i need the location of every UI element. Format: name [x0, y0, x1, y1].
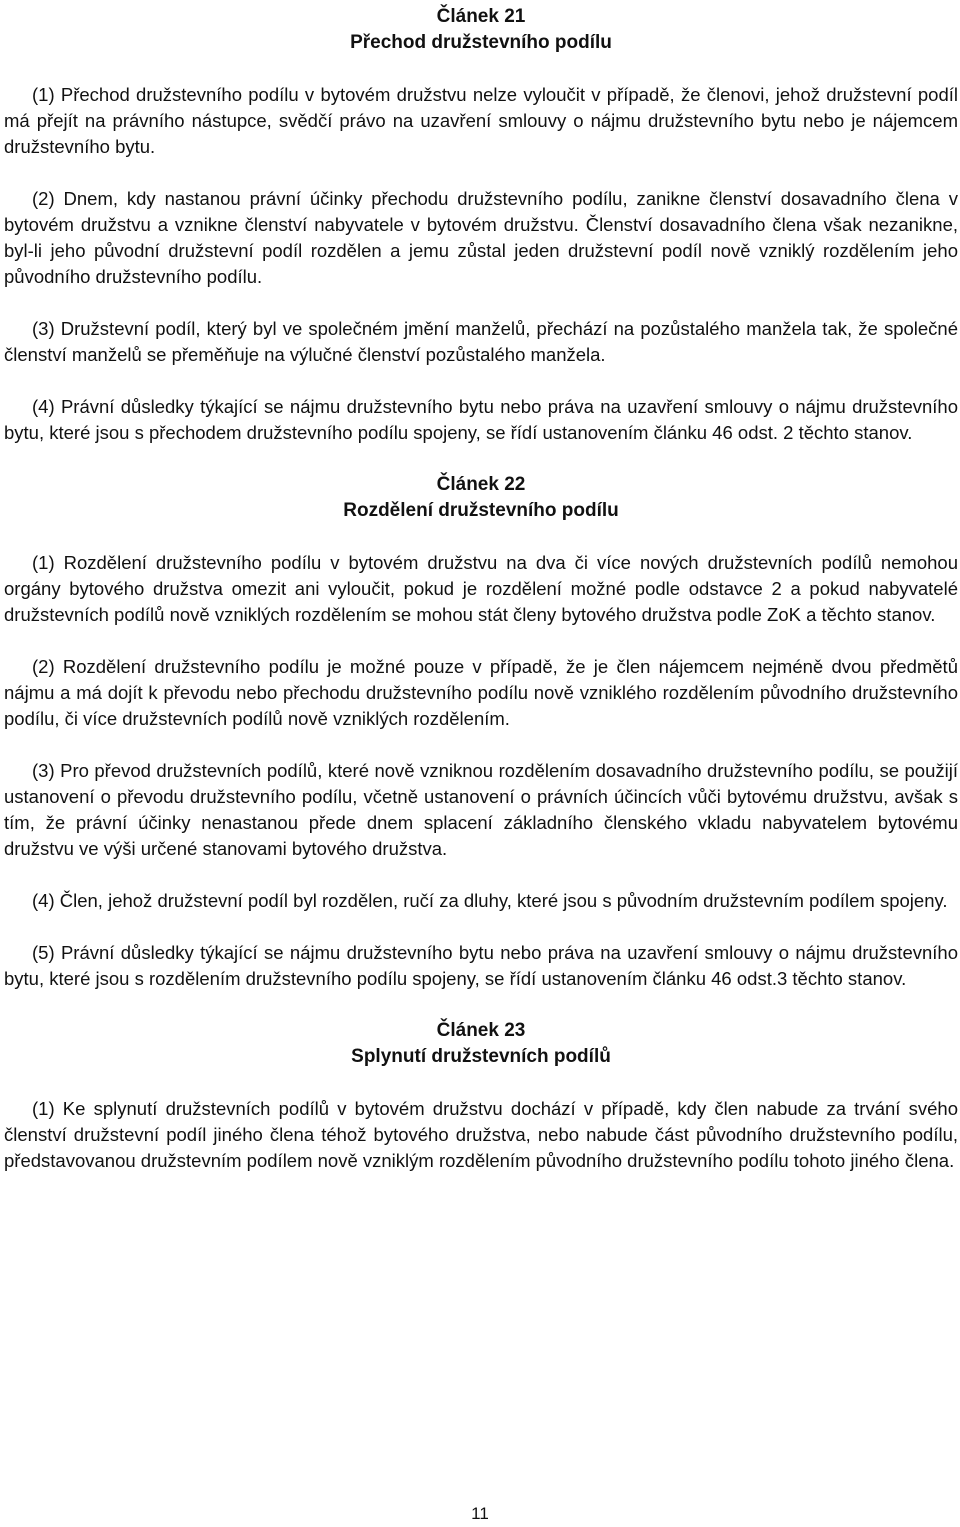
article-title: Přechod družstevního podílu [350, 32, 612, 53]
article-paragraph: (2) Dnem, kdy nastanou právní účinky přechodu družstevního podílu, zanikne členství dosavadního člena v bytovém družstvu a vznikne členství nabyvatele v bytovém družstvu. Členství dosavadního člena však nezanikne, byl-li jeho původní družstevní podíl rozdělen a jemu zůstal jeden družstevní podíl nově vzniklý rozdělením jeho původního družstevního podílu. [4, 188, 958, 287]
article-22 [4, 472, 958, 992]
article-title: Rozdělení družstevního podílu [343, 500, 619, 521]
article-title: Splynutí družstevních podílů [351, 1046, 611, 1067]
article-paragraph: (2) Rozdělení družstevního podílu je možné pouze v případě, že je člen nájemcem nejméně dvou předmětů nájmu a má dojít k převodu nebo přechodu družstevního podílu nově vzniklého rozdělením původního družstevního podílu, či více družstevních podílů nově vzniklých rozdělením. [4, 656, 958, 729]
article-paragraph: (3) Družstevní podíl, který byl ve společném jmění manželů, přechází na pozůstalého manžela tak, že společné členství manželů se přeměňuje na výlučné členství pozůstalého manžela. [4, 318, 958, 365]
article-23 [4, 1018, 958, 1174]
article-number: Článek 22 [436, 474, 526, 495]
article-paragraph: (4) Člen, jehož družstevní podíl byl rozdělen, ručí za dluhy, které jsou s původním družstevním podílem spojeny. [32, 890, 948, 911]
article-number: Článek 21 [436, 6, 526, 27]
article-paragraph: (1) Přechod družstevního podílu v bytovém družstvu nelze vyloučit v případě, že členovi, jehož družstevní podíl má přejít na právního nástupce, svědčí právo na uzavření smlouvy o nájmu družstevního bytu nebo je nájemcem družstevního bytu. [4, 84, 958, 157]
article-paragraph: (1) Rozdělení družstevního podílu v bytovém družstvu na dva či více nových družstevních podílů nemohou orgány bytového družstva omezit ani vyloučit, pokud je rozdělení možné podle odstavce 2 a pokud nabyvatelé družstevních podílů nově vzniklých rozdělením se mohou stát členy bytového družstva podle ZoK a těchto stanov. [4, 552, 958, 625]
article-paragraph: (4) Právní důsledky týkající se nájmu družstevního bytu nebo práva na uzavření smlouvy o nájmu družstevního bytu, které jsou s přechodem družstevního podílu spojeny, se řídí ustanovením článku 46 odst. 2 těchto stanov. [4, 396, 958, 443]
article-paragraph: (3) Pro převod družstevních podílů, které nově vzniknou rozdělením dosavadního družstevního podílu, se použijí ustanovení o převodu družstevního podílu, včetně ustanovení o právních účincích vůči bytovému družstvu, avšak s tím, že právní účinky nenastanou přede dnem splacení základního členského vkladu nabyvatelem bytovému družstvu ve výši určené stanovami bytového družstva. [4, 760, 958, 859]
article-paragraph: (1) Ke splynutí družstevních podílů v bytovém družstvu dochází v případě, kdy člen nabude za trvání svého členství družstevní podíl jiného člena téhož bytového družstva, nebo nabude část původního družstevního podílu, představovanou družstevním podílem nově vzniklým rozdělením původního družstevního podílu tohoto jiného člena. [4, 1098, 958, 1171]
article-paragraph: (5) Právní důsledky týkající se nájmu družstevního bytu nebo práva na uzavření smlouvy o nájmu družstevního bytu, které jsou s rozdělením družstevního podílu spojeny, se řídí ustanovením článku 46 odst.3 těchto stanov. [4, 942, 958, 989]
page-number: 11 [471, 1504, 489, 1523]
article-21 [4, 4, 958, 446]
article-number: Článek 23 [436, 1020, 526, 1041]
